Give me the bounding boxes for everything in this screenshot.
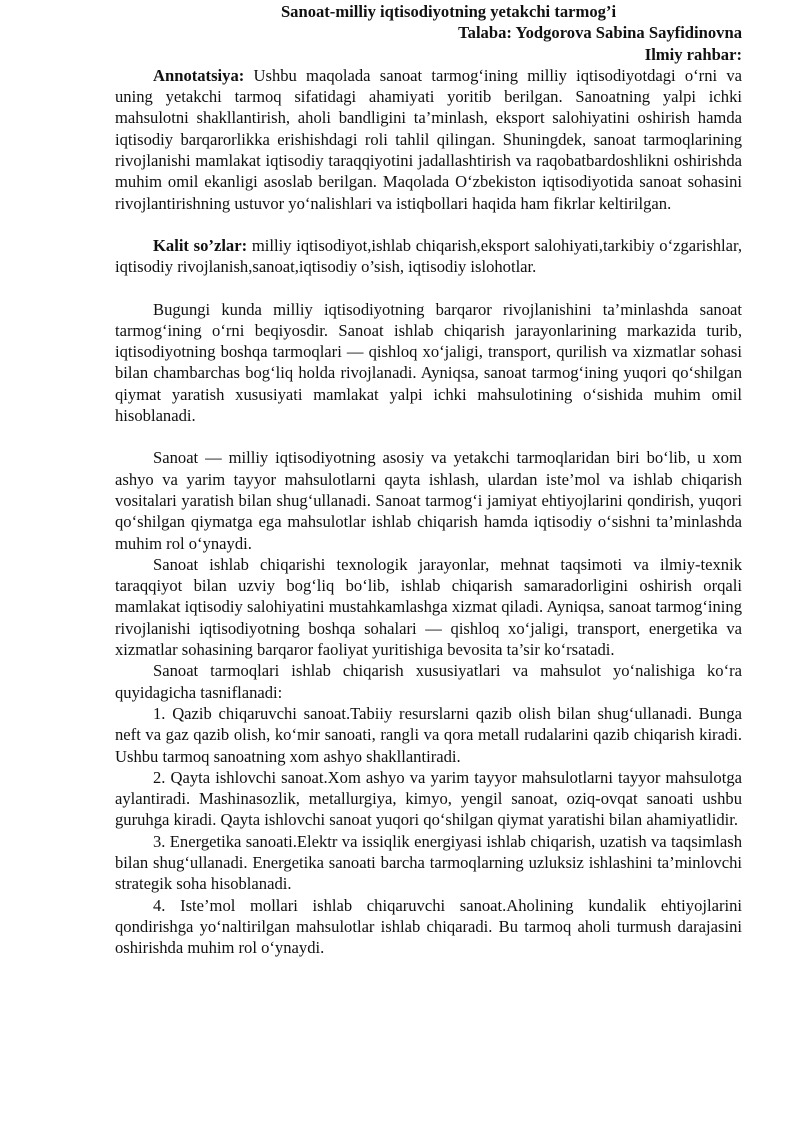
article-title: Sanoat-milliy iqtisodiyotning yetakchi tarmog’i — [280, 2, 617, 21]
list-item-2: 2. Qayta ishlovchi sanoat.Xom ashyo va yarim tayyor mahsulotlarni tayyor mahsulotga aylantiradi. Mashinasozlik, metallurgiya, kimyo, yengil sanoat, oziq-ovqat sanoati ushbu guruhga kiradi. Qayta ishlovchi sanoat yuqori qo‘shilgan qiymat yaratishi bilan ahamiyatlidir. — [115, 767, 742, 830]
body-paragraph-1: Bugungi kunda milliy iqtisodiyotning barqaror rivojlanishini ta’minlashda sanoat tarmog‘ining o‘rni beqiyosdir. Sanoat ishlab chiqarish jarayonlarining markazida turib, iqtisodiyotning boshqa tarmoqlari — qishloq xo‘jaligi, transport, qurilish va xizmatlar sohasi bilan chambarchas bog‘liq holda rivojlanadi. Ayniqsa, sanoat tarmog‘ining yuqori qo‘shilgan qiymat yaratish xususiyati mamlakat yalpi ichki mahsulotining o‘sishida muhim omil hisoblanadi. — [115, 299, 742, 426]
body-paragraph-2: Sanoat — milliy iqtisodiyotning asosiy va yetakchi tarmoqlaridan biri bo‘lib, u xom ashyo va yarim tayyor mahsulotlarni qayta ishlash, ulardan iste’mol va ishlab chiqarish vositalari yaratish bilan shug‘ullanadi. Sanoat tarmog‘i jamiyat ehtiyojlarini qondirish, yuqori qo‘shilgan qiymatga ega mahsulotlar ishlab chiqarish hamda iqtisodiy o‘sishni ta’minlashda muhim rol o‘ynaydi. — [115, 448, 742, 553]
student-line: Talaba: Yodgorova Sabina Sayfidinovna — [458, 23, 742, 43]
keywords-text: milliy iqtisodiyot,ishlab chiqarish,eksport salohiyati,tarkibiy o‘zgarishlar, iqtisodiy rivojlanish,sanoat,iqtisodiy o’sish, iqtisodiy islohotlar. — [115, 235, 742, 277]
abstract-paragraph — [115, 65, 742, 214]
keywords-label: Kalit so’zlar: — [153, 235, 248, 255]
list-item-4: 4. Iste’mol mollari ishlab chiqaruvchi sanoat.Aholining kundalik ehtiyojlarini qondirishga yo‘naltirilgan mahsulotlar ishlab chiqaradi. Bu tarmoq aholi turmush darajasini oshirishda muhim rol o‘ynaydi. — [115, 895, 742, 958]
abstract-label: Annotatsiya: — [153, 65, 245, 85]
list-item-1: 1. Qazib chiqaruvchi sanoat.Tabiiy resurslarni qazib olish bilan shug‘ullanadi. Bunga neft va gaz qazib olish, ko‘mir sanoati, rangli va qora metall rudalarini qazib chiqarish kiradi. Ushbu tarmoq sanoatning xom ashyo shakllantiradi. — [115, 703, 742, 766]
abstract-text: Ushbu maqolada sanoat tarmog‘ining milliy iqtisodiyotdagi o‘rni va uning yetakchi tarmoq sifatidagi ahamiyati yoritib berilgan. Sanoatning yalpi ichki mahsulotni shakllantirish, aholi bandligini ta’minlash, eksport salohiyatini oshirish hamda iqtisodiy barqarorlikka erishishdagi roli tahlil qilingan. Shuningdek, sanoat tarmoqlarining rivojlanishi mamlakat iqtisodiy taraqqiyotini jadallashtirish va raqobatbardoshlikni oshirishda muhim omil ekanligi asoslab berilgan. Maqolada O‘zbekiston iqtisodiyotida sanoat sohasini rivojlantirishning ustuvor yo‘nalishlari va istiqbollari haqida ham fikrlar keltirilgan. — [115, 65, 742, 213]
supervisor-line: Ilmiy rahbar: — [644, 44, 742, 64]
body-paragraph-3: Sanoat ishlab chiqarishi texnologik jarayonlar, mehnat taqsimoti va ilmiy-texnik taraqqiyot bilan uzviy bog‘liq bo‘lib, ishlab chiqarish samaradorligini oshirish orqali mamlakat iqtisodiy salohiyatini mustahkamlashga xizmat qiladi. Ayniqsa, sanoat tarmog‘ining rivojlanishi iqtisodiyotning boshqa sohalari — qishloq xo‘jaligi, transport, energetika va xizmatlar sohasining barqaror faoliyat yuritishiga bevosita ta’sir ko‘rsatadi. — [115, 554, 742, 660]
body-paragraph-4: Sanoat tarmoqlari ishlab chiqarish xususiyatlari va mahsulot yo‘nalishiga ko‘ra quyidagicha tasniflanadi: — [115, 661, 742, 702]
list-item-3: 3. Energetika sanoati.Elektr va issiqlik energiyasi ishlab chiqarish, uzatish va taqsimlash bilan shug‘ullanadi. Energetika sanoati barcha tarmoqlarning uzluksiz ishlashini ta’minlovchi strategik soha hisoblanadi. — [115, 831, 742, 894]
document-page — [115, 0, 742, 958]
keywords-paragraph — [115, 235, 742, 278]
